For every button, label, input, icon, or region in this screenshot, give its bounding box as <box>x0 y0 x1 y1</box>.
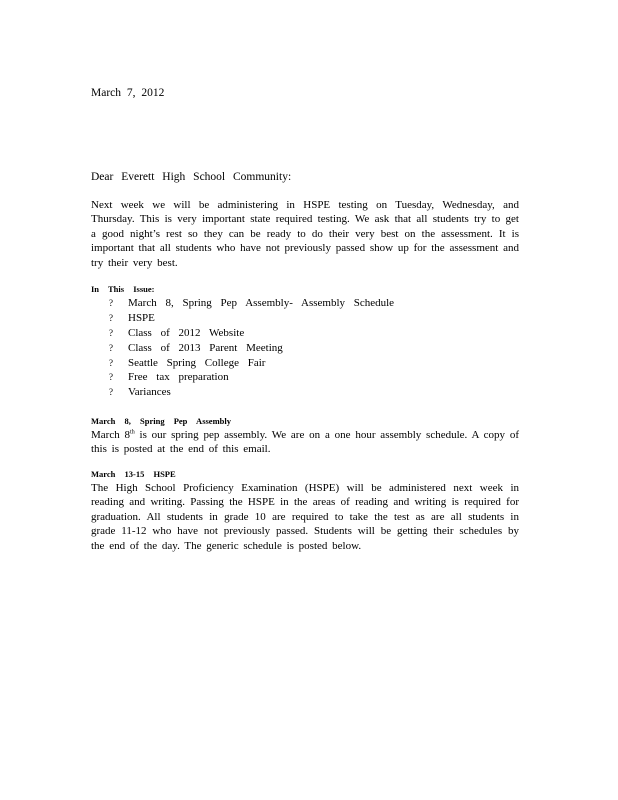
bullet-icon: ? <box>109 357 113 368</box>
bullet-icon: ? <box>109 312 113 323</box>
intro-paragraph: Next week we will be administering in HSPE testing on Tuesday, Wednesday, and Thursday. This is very important state required testing. We ask that all students try to get a good night’s rest so they can be ready to do their very best on the assessment. It is important that all students who have not previously passed show up for the assessment and try their very best. <box>91 199 519 269</box>
pep-assembly-body-text: is our spring pep assembly. We are on a one hour assembly schedule. A copy of this is posted at the end of this email. <box>91 429 519 456</box>
pep-assembly-heading: March 8, Spring Pep Assembly <box>91 416 232 426</box>
bullet-icon: ? <box>109 298 113 308</box>
letter-greeting: Dear Everett High School Community: <box>91 171 292 183</box>
in-this-issue-heading: In This Issue: <box>91 284 155 294</box>
hspe-paragraph: The High School Proficiency Examination (HSPE) will be administered next week in reading and writing. Passing the HSPE in the areas of reading and writing is required for graduation. All students in grade 10 are required to take the test as are all students in grade 11-12 who have not previously passed. Students will be getting their schedules by the end of the day. The generic schedule is posted below. <box>91 482 519 552</box>
ordinal-superscript: th <box>130 429 135 436</box>
hspe-heading: March 13-15 HSPE <box>91 469 176 479</box>
list-item-label: HSPE <box>128 311 155 324</box>
list-item-label: Free tax preparation <box>128 371 229 384</box>
list-item-label: March 8, Spring Pep Assembly- Assembly Schedule <box>128 297 395 309</box>
pep-assembly-paragraph <box>91 428 519 457</box>
list-item-label: Variances <box>128 386 171 399</box>
pep-assembly-date-text: March 8 <box>91 429 131 441</box>
bullet-icon: ? <box>109 342 113 353</box>
bullet-icon: ? <box>109 387 113 398</box>
list-item-label: Class of 2012 Website <box>128 326 245 339</box>
bullet-icon: ? <box>109 327 113 338</box>
letter-date: March 7, 2012 <box>91 87 165 99</box>
list-item-label: Class of 2013 Parent Meeting <box>128 341 283 354</box>
bullet-icon: ? <box>109 372 113 383</box>
list-item-label: Seattle Spring College Fair <box>128 356 266 369</box>
